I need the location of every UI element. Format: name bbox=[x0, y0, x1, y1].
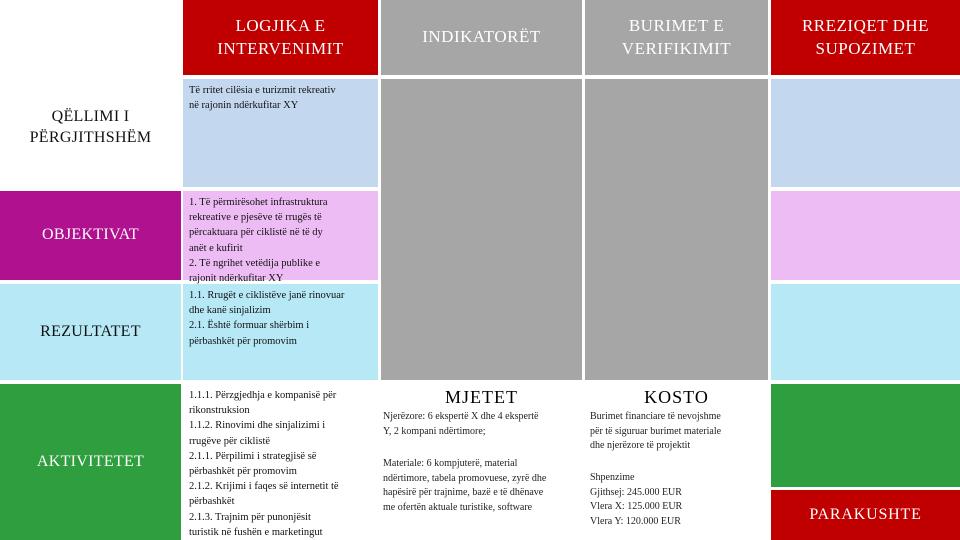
cost-title: KOSTO bbox=[644, 387, 709, 407]
risk-cell-activities bbox=[771, 384, 960, 487]
header-sources: BURIMET E VERIFIKIMIT bbox=[585, 0, 768, 75]
label-activities: AKTIVITETET bbox=[0, 384, 181, 540]
cost-expenses: Shpenzime Gjithsej: 245.000 EUR Vlera X: 125.000 EUR Vlera Y: 120.000 EUR bbox=[590, 472, 683, 527]
header-logic: LOGJIKA E INTERVENIMIT bbox=[183, 0, 378, 75]
header-indicators: INDIKATORËT bbox=[381, 0, 582, 75]
sources-cell bbox=[585, 79, 768, 380]
risk-cell-goal bbox=[771, 79, 960, 187]
indicators-cell bbox=[381, 79, 582, 380]
text-activities: 1.1.1. Përzgjedhja e kompanisë për rikonstruksion 1.1.2. Rinovimi dhe sinjalizimi i rrugëve për ciklistë 2.1.1. Përpilimi i strategjisë së përbashkët për promovim 2.1.2. Krijimi i faqes së internetit të përbashkët 2.1.3. Trajnim për punonjësit turistik në fushën e marketingut bbox=[183, 384, 378, 540]
preconditions-label: PARAKUSHTE bbox=[809, 506, 922, 523]
label-general-goal: QËLLIMI I PËRGJITHSHËM bbox=[0, 79, 181, 187]
text-objectives: 1. Të përmirësohet infrastruktura rekreative e pjesëve të rrugës të përcaktuara për ciklistë në të dy anët e kufirit 2. Të ngrihet vetëdija publike e rajonit ndërkufitar XY bbox=[183, 191, 378, 280]
risk-cell-objectives bbox=[771, 191, 960, 280]
text-results: 1.1. Rrugët e ciklistëve janë rinovuar dhe kanë sinjalizim 2.1. Është formuar shërbim i përbashkët për promovim bbox=[183, 284, 378, 380]
means-material: Materiale: 6 kompjuterë, material ndërtimore, tabela promovuese, zyrë dhe hapësirë për trajnime, bazë e të dhënave me ofertën aktuale turistike, software bbox=[383, 458, 547, 513]
risk-cell-results bbox=[771, 284, 960, 380]
header-risks: RREZIQET DHE SUPOZIMET bbox=[771, 0, 960, 75]
preconditions-cell bbox=[771, 487, 960, 540]
text-general-goal: Të rritet cilësia e turizmit rekreativ në rajonin ndërkufitar XY bbox=[183, 79, 378, 187]
cost-sources: Burimet financiare të nevojshme për të siguruar burimet materiale dhe njerëzore të projektit bbox=[590, 411, 722, 451]
label-results: REZULTATET bbox=[0, 284, 181, 380]
label-objectives: OBJEKTIVAT bbox=[0, 191, 181, 280]
means-staff: Njerëzore: 6 ekspertë X dhe 4 ekspertë Y, 2 kompani ndërtimore; bbox=[383, 411, 539, 437]
means-title: MJETET bbox=[445, 387, 518, 407]
